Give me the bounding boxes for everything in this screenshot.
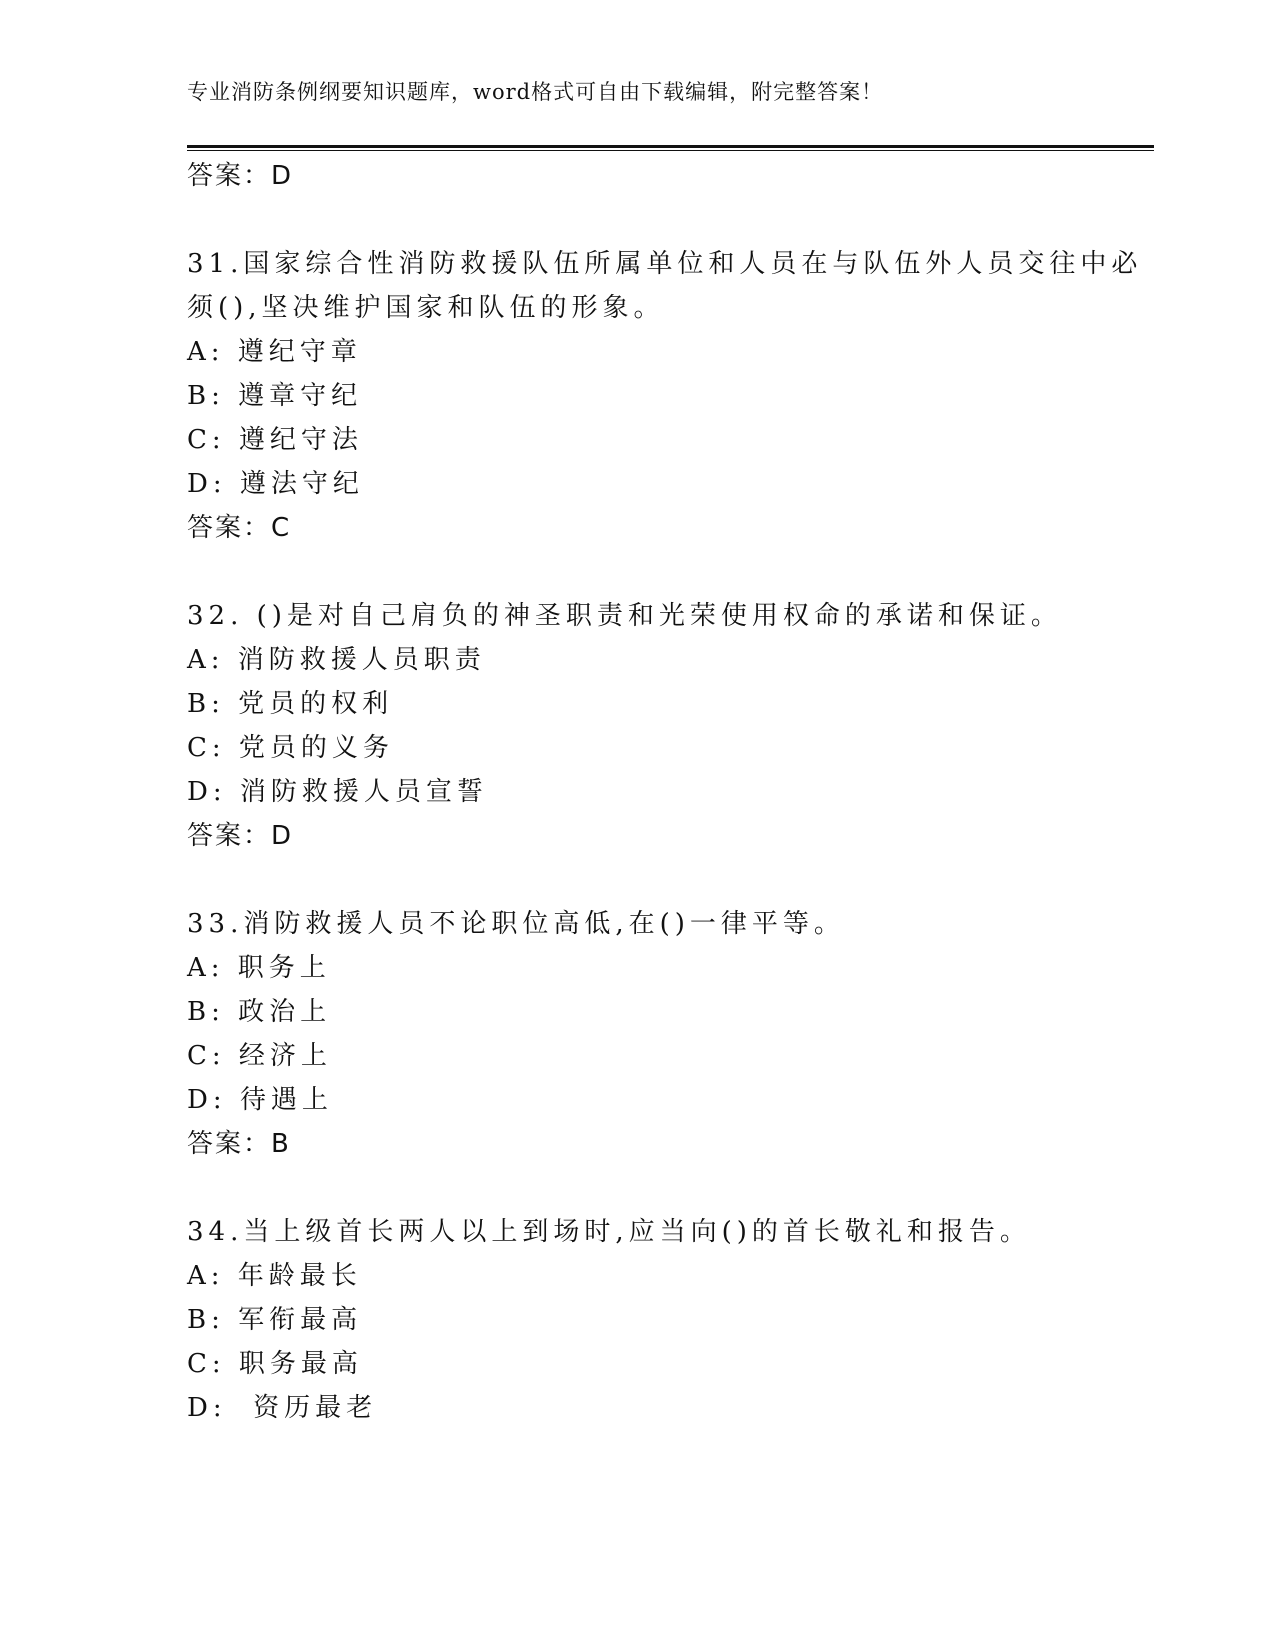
answer-previous: 答案：D — [187, 161, 294, 191]
question-33-stem-line-1: 33.消防救援人员不论职位高低,在()一律平等。 — [187, 909, 845, 939]
question-31-option-b: B: 遵章守纪 — [187, 381, 363, 411]
question-34-option-b: B: 军衔最高 — [187, 1305, 363, 1335]
question-32-option-b: B: 党员的权利 — [187, 689, 394, 719]
question-31-option-d: D: 遵法守纪 — [187, 469, 364, 499]
question-32-option-a: A: 消防救援人员职责 — [187, 645, 486, 675]
question-32-option-d: D: 消防救援人员宣誓 — [187, 777, 488, 807]
question-34-stem-line-1: 34.当上级首长两人以上到场时,应当向()的首长敬礼和报告。 — [187, 1217, 1031, 1247]
question-32-answer: 答案：D — [187, 821, 294, 851]
question-31-stem-line-1: 31.国家综合性消防救援队伍所属单位和人员在与队伍外人员交往中必 — [187, 249, 1143, 279]
question-34-option-a: A: 年龄最长 — [187, 1261, 362, 1291]
question-33-answer: 答案：B — [187, 1129, 291, 1159]
question-33-option-d: D: 待遇上 — [187, 1085, 333, 1115]
page-header: 专业消防条例纲要知识题库，word格式可自由下载编辑，附完整答案！ — [187, 80, 884, 104]
question-34-option-c: C: 职务最高 — [187, 1349, 363, 1379]
question-33-option-b: B: 政治上 — [187, 997, 332, 1027]
question-31-stem-line-2: 须(),坚决维护国家和队伍的形象。 — [187, 293, 665, 323]
question-33-option-c: C: 经济上 — [187, 1041, 332, 1071]
question-31-answer: 答案：C — [187, 513, 292, 543]
question-32-option-c: C: 党员的义务 — [187, 733, 394, 763]
question-34-option-d: D: 资历最老 — [187, 1393, 378, 1423]
question-31-option-c: C: 遵纪守法 — [187, 425, 363, 455]
question-31-option-a: A: 遵纪守章 — [187, 337, 362, 367]
header-rule-thin — [187, 150, 1154, 151]
header-rule-thick — [187, 145, 1154, 148]
question-32-stem-line-1: 32. ()是对自己肩负的神圣职责和光荣使用权命的承诺和保证。 — [187, 601, 1062, 631]
question-33-option-a: A: 职务上 — [187, 953, 331, 983]
